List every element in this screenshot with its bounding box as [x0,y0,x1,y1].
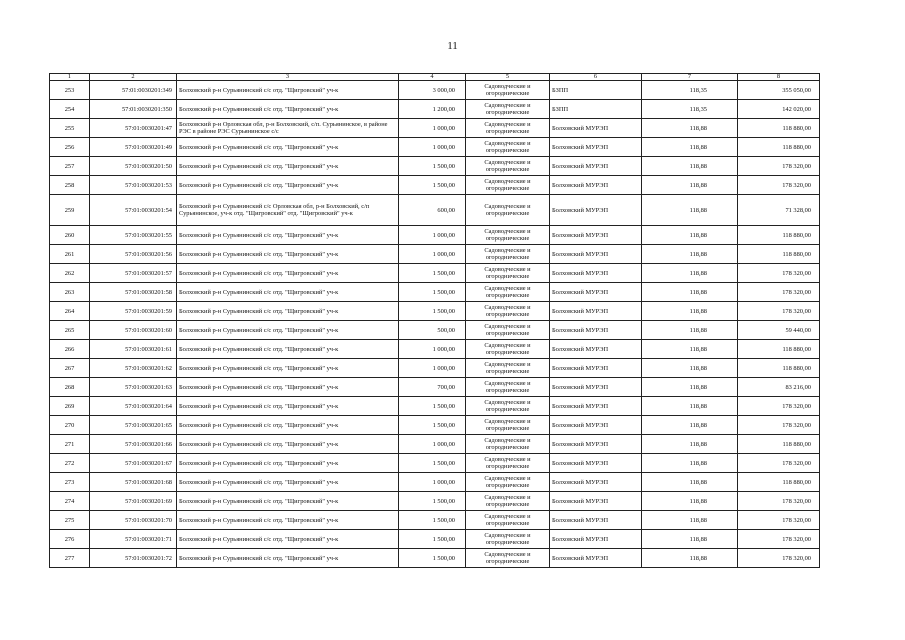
holder-cell: Болховский МУРЭП [550,549,642,568]
location-cell: Болховский р-н Сурьянинский с/с отд. "Щигровский" уч-к [177,283,399,302]
column-header: 8 [738,74,820,81]
cadastral-number-cell: 57:01:0030201:349 [90,81,177,100]
column-header: 7 [642,74,738,81]
cadastral-value-cell: 178 320,00 [738,549,820,568]
cadastral-value-cell: 178 320,00 [738,397,820,416]
row-number-cell: 277 [50,549,90,568]
row-number-cell: 253 [50,81,90,100]
row-number-cell: 255 [50,119,90,138]
row-number-cell: 272 [50,454,90,473]
holder-cell: Болховский МУРЭП [550,138,642,157]
rate-cell: 118,88 [642,454,738,473]
row-number-cell: 268 [50,378,90,397]
land-use-cell: Садоводческие и огороднические [466,119,550,138]
table-row [50,340,820,359]
area-cell: 1 500,00 [399,176,466,195]
location-cell: Болховский р-н Сурьянинский с/с отд. "Щигровский" уч-к [177,302,399,321]
location-cell: Болховский р-н Сурьянинский с/с отд. "Щигровский" уч-к [177,321,399,340]
rate-cell: 118,88 [642,245,738,264]
location-cell: Болховский р-н Сурьянинский с/с отд. "Щигровский" уч-к [177,176,399,195]
cadastral-number-cell: 57:01:0030201:72 [90,549,177,568]
holder-cell: Болховский МУРЭП [550,226,642,245]
land-use-cell: Садоводческие и огороднические [466,283,550,302]
land-use-cell: Садоводческие и огороднические [466,435,550,454]
location-cell: Болховский р-н Сурьянинский с/с отд. "Щигровский" уч-к [177,473,399,492]
cadastral-number-cell: 57:01:0030201:64 [90,397,177,416]
holder-cell: Болховский МУРЭП [550,511,642,530]
rate-cell: 118,35 [642,81,738,100]
row-number-cell: 271 [50,435,90,454]
holder-cell: Болховский МУРЭП [550,245,642,264]
table-row [50,302,820,321]
rate-cell: 118,88 [642,435,738,454]
area-cell: 3 000,00 [399,81,466,100]
land-use-cell: Садоводческие и огороднические [466,473,550,492]
table-row [50,138,820,157]
row-number-cell: 270 [50,416,90,435]
cadastral-number-cell: 57:01:0030201:58 [90,283,177,302]
cadastral-value-cell: 71 328,00 [738,195,820,226]
cadastral-number-cell: 57:01:0030201:53 [90,176,177,195]
location-cell: Болховский р-н Сурьянинский с/с отд. "Щигровский" уч-к [177,81,399,100]
location-cell: Болховский р-н Сурьянинский с/с отд. "Щигровский" уч-к [177,530,399,549]
area-cell: 1 000,00 [399,473,466,492]
area-cell: 1 000,00 [399,435,466,454]
cadastral-number-cell: 57:01:0030201:68 [90,473,177,492]
rate-cell: 118,88 [642,176,738,195]
land-use-cell: Садоводческие и огороднические [466,549,550,568]
table-row [50,283,820,302]
cadastral-value-cell: 118 880,00 [738,226,820,245]
table-row [50,176,820,195]
column-number-row [50,74,820,81]
holder-cell: Болховский МУРЭП [550,157,642,176]
holder-cell: Болховский МУРЭП [550,119,642,138]
cadastral-number-cell: 57:01:0030201:71 [90,530,177,549]
table-row [50,195,820,226]
cadastral-value-cell: 83 216,00 [738,378,820,397]
area-cell: 500,00 [399,321,466,340]
cadastral-number-cell: 57:01:0030201:47 [90,119,177,138]
cadastral-number-cell: 57:01:0030201:70 [90,511,177,530]
row-number-cell: 263 [50,283,90,302]
land-use-cell: Садоводческие и огороднические [466,157,550,176]
land-use-cell: Садоводческие и огороднические [466,378,550,397]
area-cell: 1 000,00 [399,119,466,138]
cadastral-value-cell: 355 050,00 [738,81,820,100]
land-use-cell: Садоводческие и огороднические [466,176,550,195]
row-number-cell: 276 [50,530,90,549]
row-number-cell: 262 [50,264,90,283]
row-number-cell: 259 [50,195,90,226]
cadastral-value-cell: 178 320,00 [738,264,820,283]
cadastral-number-cell: 57:01:0030201:65 [90,416,177,435]
cadastral-number-cell: 57:01:0030201:67 [90,454,177,473]
table-row [50,435,820,454]
row-number-cell: 264 [50,302,90,321]
cadastral-value-cell: 178 320,00 [738,416,820,435]
cadastral-number-cell: 57:01:0030201:54 [90,195,177,226]
table-row [50,81,820,100]
column-header: 1 [50,74,90,81]
holder-cell: Болховский МУРЭП [550,321,642,340]
area-cell: 1 500,00 [399,530,466,549]
rate-cell: 118,88 [642,530,738,549]
cadastral-number-cell: 57:01:0030201:60 [90,321,177,340]
table-row [50,473,820,492]
cadastral-number-cell: 57:01:0030201:62 [90,359,177,378]
location-cell: Болховский р-н Сурьянинский с/с отд. "Щигровский" уч-к [177,549,399,568]
cadastral-number-cell: 57:01:0030201:63 [90,378,177,397]
rate-cell: 118,88 [642,397,738,416]
area-cell: 1 500,00 [399,283,466,302]
holder-cell: Болховский МУРЭП [550,283,642,302]
cadastral-value-cell: 118 880,00 [738,138,820,157]
table-row [50,454,820,473]
cadastral-number-cell: 57:01:0030201:49 [90,138,177,157]
rate-cell: 118,88 [642,119,738,138]
column-header: 4 [399,74,466,81]
location-cell: Болховский р-н Сурьянинский с/с отд. "Щигровский" уч-к [177,359,399,378]
table-row [50,378,820,397]
row-number-cell: 257 [50,157,90,176]
rate-cell: 118,88 [642,378,738,397]
rate-cell: 118,88 [642,511,738,530]
land-plots-table [49,73,820,568]
area-cell: 1 500,00 [399,511,466,530]
row-number-cell: 267 [50,359,90,378]
holder-cell: БЗПП [550,81,642,100]
rate-cell: 118,88 [642,264,738,283]
row-number-cell: 258 [50,176,90,195]
cadastral-value-cell: 178 320,00 [738,157,820,176]
rate-cell: 118,88 [642,549,738,568]
area-cell: 1 000,00 [399,245,466,264]
location-cell: Болховский р-н Сурьянинский с/с Орловская обл, р-н Болховский, с/п Сурьянинское, уч-к отд. "Щигровский" отд. "Щигровский" уч-к [177,195,399,226]
table-row [50,492,820,511]
column-header: 3 [177,74,399,81]
row-number-cell: 261 [50,245,90,264]
holder-cell: Болховский МУРЭП [550,264,642,283]
cadastral-value-cell: 118 880,00 [738,119,820,138]
cadastral-value-cell: 118 880,00 [738,359,820,378]
location-cell: Болховский р-н Сурьянинский с/с отд. "Щигровский" уч-к [177,100,399,119]
area-cell: 1 500,00 [399,416,466,435]
cadastral-number-cell: 57:01:0030201:69 [90,492,177,511]
cadastral-value-cell: 178 320,00 [738,302,820,321]
holder-cell: Болховский МУРЭП [550,340,642,359]
land-use-cell: Садоводческие и огороднические [466,359,550,378]
table-row [50,264,820,283]
table-row [50,359,820,378]
area-cell: 1 000,00 [399,359,466,378]
cadastral-number-cell: 57:01:0030201:59 [90,302,177,321]
rate-cell: 118,88 [642,283,738,302]
location-cell: Болховский р-н Сурьянинский с/с отд. "Щигровский" уч-к [177,397,399,416]
land-use-cell: Садоводческие и огороднические [466,321,550,340]
holder-cell: Болховский МУРЭП [550,435,642,454]
area-cell: 700,00 [399,378,466,397]
area-cell: 1 500,00 [399,264,466,283]
rate-cell: 118,88 [642,157,738,176]
land-use-cell: Садоводческие и огороднические [466,264,550,283]
page-number: 11 [447,40,458,52]
cadastral-value-cell: 118 880,00 [738,473,820,492]
cadastral-value-cell: 178 320,00 [738,454,820,473]
cadastral-number-cell: 57:01:0030201:50 [90,157,177,176]
rate-cell: 118,35 [642,100,738,119]
cadastral-value-cell: 142 020,00 [738,100,820,119]
holder-cell: Болховский МУРЭП [550,397,642,416]
area-cell: 600,00 [399,195,466,226]
land-use-cell: Садоводческие и огороднические [466,100,550,119]
holder-cell: Болховский МУРЭП [550,378,642,397]
row-number-cell: 266 [50,340,90,359]
location-cell: Болховский р-н Сурьянинский с/с отд. "Щигровский" уч-к [177,138,399,157]
holder-cell: Болховский МУРЭП [550,416,642,435]
rate-cell: 118,88 [642,321,738,340]
cadastral-number-cell: 57:01:0030201:55 [90,226,177,245]
cadastral-value-cell: 178 320,00 [738,511,820,530]
table-row [50,100,820,119]
location-cell: Болховский р-н Сурьянинский с/с отд. "Щигровский" уч-к [177,492,399,511]
area-cell: 1 500,00 [399,454,466,473]
holder-cell: Болховский МУРЭП [550,359,642,378]
rate-cell: 118,88 [642,340,738,359]
column-header: 2 [90,74,177,81]
land-use-cell: Садоводческие и огороднические [466,245,550,264]
area-cell: 1 500,00 [399,157,466,176]
location-cell: Болховский р-н Сурьянинский с/с отд. "Щигровский" уч-к [177,454,399,473]
location-cell: Болховский р-н Сурьянинский с/с отд. "Щигровский" уч-к [177,435,399,454]
land-use-cell: Садоводческие и огороднические [466,530,550,549]
area-cell: 1 500,00 [399,549,466,568]
table-row [50,511,820,530]
table-row [50,245,820,264]
location-cell: Болховский р-н Сурьянинский с/с отд. "Щигровский" уч-к [177,245,399,264]
rate-cell: 118,88 [642,416,738,435]
table-row [50,530,820,549]
location-cell: Болховский р-н Сурьянинский с/с отд. "Щигровский" уч-к [177,416,399,435]
table-row [50,549,820,568]
rate-cell: 118,88 [642,195,738,226]
row-number-cell: 254 [50,100,90,119]
land-use-cell: Садоводческие и огороднические [466,511,550,530]
cadastral-value-cell: 178 320,00 [738,176,820,195]
table-row [50,119,820,138]
row-number-cell: 269 [50,397,90,416]
holder-cell: Болховский МУРЭП [550,530,642,549]
land-use-cell: Садоводческие и огороднические [466,226,550,245]
cadastral-value-cell: 178 320,00 [738,283,820,302]
location-cell: Болховский р-н Сурьянинский с/с отд. "Щигровский" уч-к [177,340,399,359]
cadastral-number-cell: 57:01:0030201:57 [90,264,177,283]
location-cell: Болховский р-н Сурьянинский с/с отд. "Щигровский" уч-к [177,157,399,176]
cadastral-value-cell: 178 320,00 [738,530,820,549]
row-number-cell: 275 [50,511,90,530]
rate-cell: 118,88 [642,138,738,157]
cadastral-number-cell: 57:01:0030201:61 [90,340,177,359]
rate-cell: 118,88 [642,359,738,378]
land-use-cell: Садоводческие и огороднические [466,416,550,435]
area-cell: 1 200,00 [399,100,466,119]
land-use-cell: Садоводческие и огороднические [466,397,550,416]
table-row [50,157,820,176]
area-cell: 1 500,00 [399,302,466,321]
row-number-cell: 260 [50,226,90,245]
land-use-cell: Садоводческие и огороднические [466,492,550,511]
cadastral-number-cell: 57:01:0030201:56 [90,245,177,264]
cadastral-value-cell: 118 880,00 [738,435,820,454]
holder-cell: Болховский МУРЭП [550,302,642,321]
location-cell: Болховский р-н Сурьянинский с/с отд. "Щигровский" уч-к [177,264,399,283]
area-cell: 1 000,00 [399,138,466,157]
holder-cell: Болховский МУРЭП [550,195,642,226]
cadastral-number-cell: 57:01:0030201:66 [90,435,177,454]
table-row [50,226,820,245]
holder-cell: Болховский МУРЭП [550,176,642,195]
row-number-cell: 265 [50,321,90,340]
column-header: 5 [466,74,550,81]
land-use-cell: Садоводческие и огороднические [466,340,550,359]
row-number-cell: 256 [50,138,90,157]
row-number-cell: 274 [50,492,90,511]
cadastral-value-cell: 59 440,00 [738,321,820,340]
rate-cell: 118,88 [642,302,738,321]
land-use-cell: Садоводческие и огороднические [466,138,550,157]
area-cell: 1 000,00 [399,340,466,359]
row-number-cell: 273 [50,473,90,492]
holder-cell: Болховский МУРЭП [550,492,642,511]
location-cell: Болховский р-н Сурьянинский с/с отд. "Щигровский" уч-к [177,378,399,397]
table-row [50,397,820,416]
land-use-cell: Садоводческие и огороднические [466,302,550,321]
holder-cell: Болховский МУРЭП [550,473,642,492]
table-row [50,416,820,435]
area-cell: 1 500,00 [399,492,466,511]
holder-cell: Болховский МУРЭП [550,454,642,473]
location-cell: Болховский р-н Сурьянинский с/с отд. "Щигровский" уч-к [177,226,399,245]
cadastral-value-cell: 118 880,00 [738,340,820,359]
location-cell: Болховский р-н Сурьянинский с/с отд. "Щигровский" уч-к [177,511,399,530]
rate-cell: 118,88 [642,492,738,511]
column-header: 6 [550,74,642,81]
rate-cell: 118,88 [642,226,738,245]
table-row [50,321,820,340]
land-use-cell: Садоводческие и огороднические [466,454,550,473]
area-cell: 1 500,00 [399,397,466,416]
holder-cell: БЗПП [550,100,642,119]
cadastral-number-cell: 57:01:0030201:350 [90,100,177,119]
rate-cell: 118,88 [642,473,738,492]
cadastral-value-cell: 178 320,00 [738,492,820,511]
area-cell: 1 000,00 [399,226,466,245]
land-use-cell: Садоводческие и огороднические [466,81,550,100]
land-use-cell: Садоводческие и огороднические [466,195,550,226]
cadastral-value-cell: 118 880,00 [738,245,820,264]
location-cell: Болховский р-н Орловская обл, р-н Болховский, с/п. Сурьянинское, в районе РЭС в районе РЭС Сурьянинское с/с [177,119,399,138]
